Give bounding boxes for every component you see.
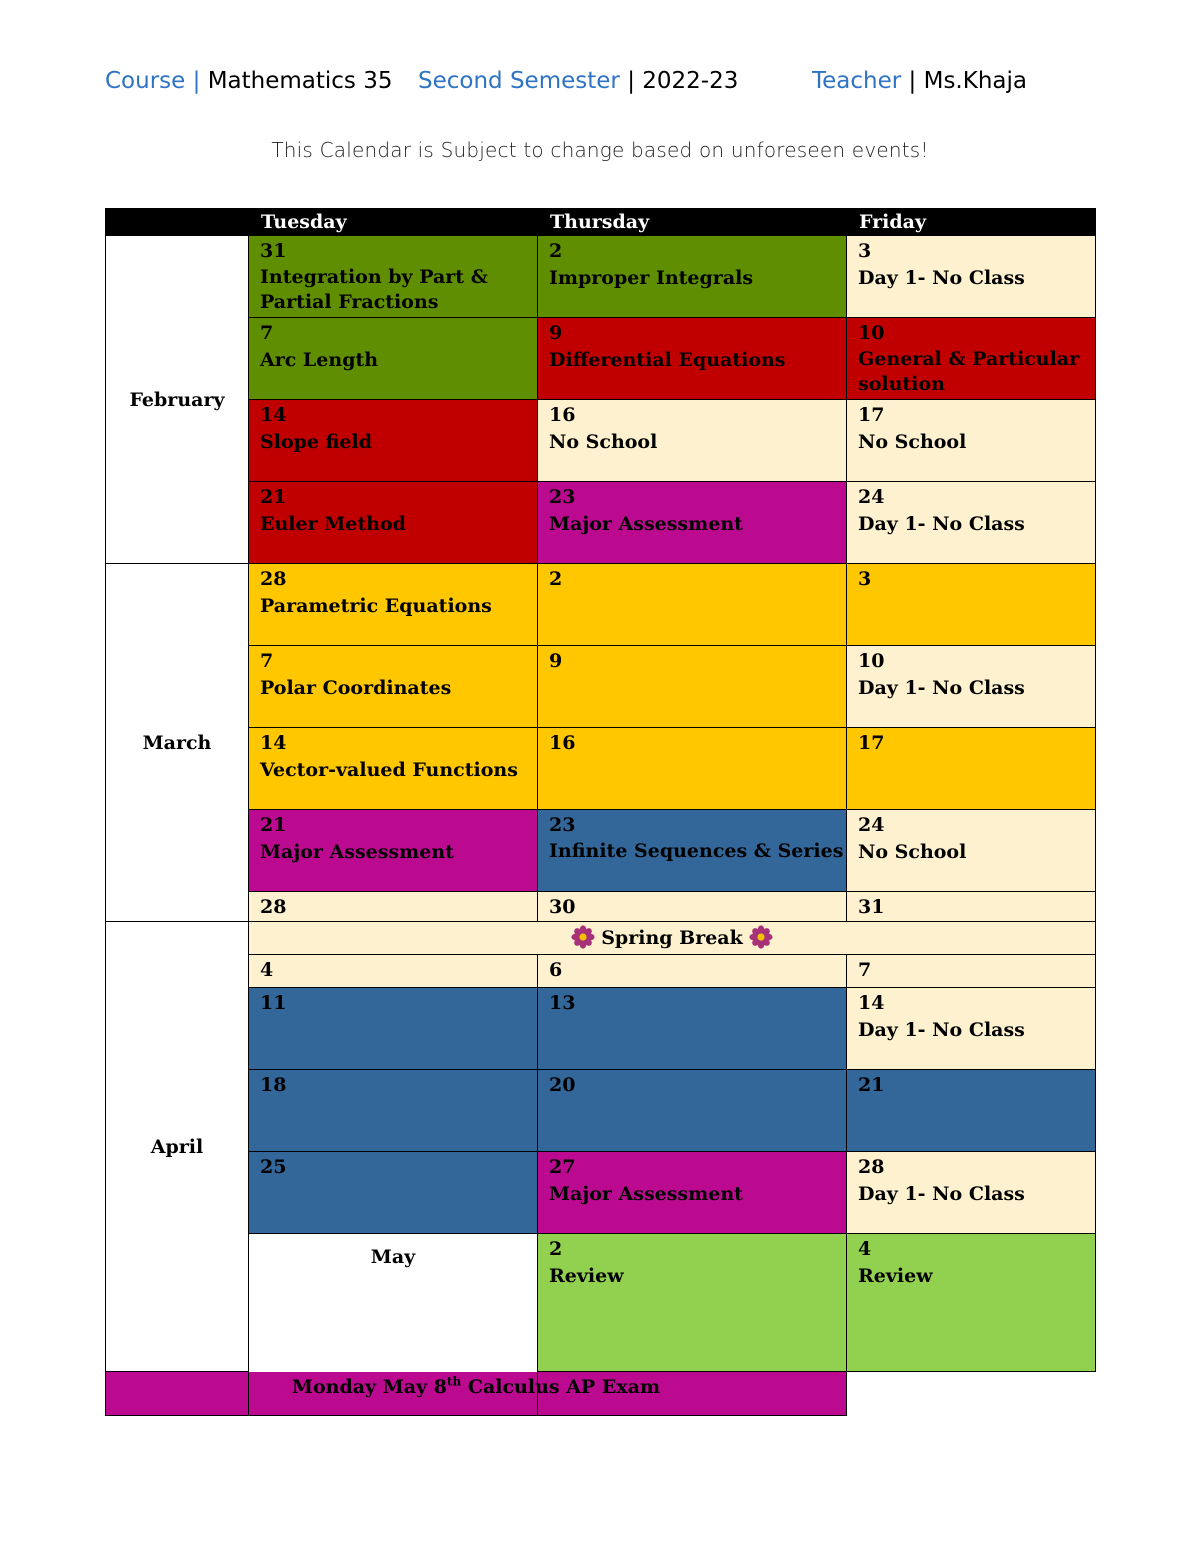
lesson-topic: Slope field	[260, 431, 373, 453]
day-cell-thursday	[538, 810, 847, 892]
lesson-topic: No School	[858, 431, 967, 453]
table-row	[106, 318, 1096, 400]
day-cell-tuesday	[249, 988, 538, 1070]
table-row	[106, 892, 1096, 922]
ap-exam-date-suffix: th	[446, 1374, 462, 1389]
table-row	[106, 564, 1096, 646]
day-number: 20	[549, 1074, 576, 1096]
lesson-topic: Polar Coordinates	[260, 677, 452, 699]
day-cell-tuesday	[249, 564, 538, 646]
day-cell-friday	[847, 564, 1096, 646]
day-number: 4	[858, 1238, 872, 1260]
day-cell-thursday	[847, 1234, 1096, 1372]
table-row	[106, 646, 1096, 728]
day-number: 18	[260, 1074, 287, 1096]
table-row	[106, 728, 1096, 810]
teacher-name: Ms.Khaja	[923, 68, 1027, 94]
header-friday: Friday	[847, 209, 1096, 236]
ap-exam-banner	[106, 1372, 847, 1416]
table-row	[106, 1070, 1096, 1152]
day-number: 25	[260, 1156, 287, 1178]
table-row	[106, 955, 1096, 988]
lesson-topic: Day 1- No Class	[858, 267, 1025, 289]
day-number: 13	[549, 992, 576, 1014]
lesson-topic: Improper Integrals	[549, 267, 754, 289]
day-number: 17	[858, 404, 885, 426]
lesson-topic: Major Assessment	[549, 1183, 743, 1205]
lesson-topic: Day 1- No Class	[858, 513, 1025, 535]
day-cell-thursday	[538, 482, 847, 564]
semester-label: Second Semester	[418, 68, 620, 94]
lesson-topic: General & Particular solution	[858, 348, 1080, 395]
semester-header	[418, 68, 738, 94]
day-cell-thursday	[538, 564, 847, 646]
lesson-topic: Vector-valued Functions	[260, 759, 518, 781]
day-cell-tuesday	[538, 1234, 847, 1372]
day-number: 28	[260, 896, 287, 918]
table-row	[106, 236, 1096, 318]
page-header	[0, 68, 1200, 108]
day-cell-tuesday	[249, 1070, 538, 1152]
lesson-topic: Integration by Part & Partial Fractions	[260, 266, 488, 313]
day-number: 2	[549, 1238, 563, 1260]
lesson-topic: Euler Method	[260, 513, 406, 535]
day-number: 11	[260, 992, 287, 1014]
day-cell-tuesday	[249, 1152, 538, 1234]
day-number: 23	[549, 486, 576, 508]
day-cell-friday	[847, 482, 1096, 564]
day-number: 7	[260, 322, 274, 344]
lesson-topic: No School	[549, 431, 658, 453]
day-cell-friday	[847, 988, 1096, 1070]
course-label: Course	[105, 68, 186, 94]
day-cell-thursday	[538, 892, 847, 922]
day-cell-tuesday	[249, 728, 538, 810]
day-number: 24	[858, 814, 885, 836]
header-tuesday: Tuesday	[249, 209, 538, 236]
lesson-topic: Parametric Equations	[260, 595, 492, 617]
day-number: 3	[858, 568, 872, 590]
spring-break-row	[106, 922, 1096, 955]
day-cell-friday	[847, 236, 1096, 318]
day-number: 17	[858, 732, 885, 754]
day-cell-friday	[847, 400, 1096, 482]
table-row	[106, 988, 1096, 1070]
spring-break-label: Spring Break	[601, 927, 743, 949]
lesson-topic: Arc Length	[260, 349, 379, 371]
teacher-header	[812, 68, 1027, 94]
day-cell-tuesday	[249, 955, 538, 988]
day-cell-thursday	[538, 988, 847, 1070]
month-label-april: April	[106, 922, 249, 1372]
semester-year: 2022-23	[642, 68, 739, 94]
day-cell-tuesday	[249, 318, 538, 400]
day-number: 7	[858, 959, 872, 981]
day-number: 3	[858, 240, 872, 262]
month-label-march: March	[106, 564, 249, 922]
day-number: 10	[858, 650, 885, 672]
ap-exam-date: Monday May 8	[291, 1376, 447, 1398]
flower-icon	[749, 925, 773, 949]
day-number: 2	[549, 568, 563, 590]
day-number: 9	[549, 322, 563, 344]
course-header	[105, 68, 393, 94]
day-number: 31	[260, 240, 287, 262]
calendar-header-row	[106, 209, 1096, 236]
day-number: 14	[260, 404, 287, 426]
day-number: 28	[260, 568, 287, 590]
flower-icon	[571, 925, 595, 949]
day-cell-friday	[847, 646, 1096, 728]
table-row	[106, 482, 1096, 564]
table-row	[106, 1234, 1096, 1372]
teacher-separator: |	[908, 68, 917, 94]
day-cell-tuesday	[249, 400, 538, 482]
day-cell-thursday	[538, 236, 847, 318]
lesson-topic: Review	[549, 1265, 624, 1287]
day-number: 24	[858, 486, 885, 508]
header-thursday: Thursday	[538, 209, 847, 236]
course-value: Mathematics 35	[207, 68, 393, 94]
ap-exam-row	[106, 1372, 1096, 1416]
day-number: 9	[549, 650, 563, 672]
day-number: 10	[858, 322, 885, 344]
day-cell-friday	[847, 728, 1096, 810]
day-cell-friday	[847, 1070, 1096, 1152]
day-number: 21	[260, 486, 287, 508]
day-cell-thursday	[538, 1152, 847, 1234]
semester-separator: |	[627, 68, 635, 94]
day-cell-friday	[847, 955, 1096, 988]
day-number: 31	[858, 896, 885, 918]
day-number: 14	[858, 992, 885, 1014]
header-month-col	[106, 209, 249, 236]
lesson-topic: Review	[858, 1265, 933, 1287]
day-cell-tuesday	[249, 810, 538, 892]
day-number: 4	[260, 959, 274, 981]
lesson-topic: Infinite Sequences & Series	[549, 840, 844, 862]
lesson-topic: Differential Equations	[549, 349, 786, 371]
day-cell-thursday	[538, 646, 847, 728]
day-cell-thursday	[538, 955, 847, 988]
lesson-topic: Day 1- No Class	[858, 677, 1025, 699]
day-number: 6	[549, 959, 563, 981]
day-cell-thursday	[538, 318, 847, 400]
month-label-february: February	[106, 236, 249, 564]
calendar-disclaimer: This Calendar is Subject to change based on unforeseen events!	[271, 138, 929, 162]
table-row	[106, 1152, 1096, 1234]
day-cell-thursday	[538, 400, 847, 482]
course-separator: |	[192, 68, 201, 94]
day-cell-tuesday	[249, 482, 538, 564]
day-number: 16	[549, 732, 576, 754]
teacher-label: Teacher	[812, 68, 902, 94]
day-cell-friday	[847, 892, 1096, 922]
ap-exam-title: Calculus AP Exam	[461, 1376, 661, 1398]
day-cell-friday	[847, 810, 1096, 892]
table-row	[106, 400, 1096, 482]
day-cell-tuesday	[249, 236, 538, 318]
day-number: 21	[260, 814, 287, 836]
table-row	[106, 810, 1096, 892]
day-cell-thursday	[538, 728, 847, 810]
day-number: 27	[549, 1156, 576, 1178]
lesson-topic: No School	[858, 841, 967, 863]
lesson-topic: Day 1- No Class	[858, 1019, 1025, 1041]
day-number: 23	[549, 814, 576, 836]
day-cell-tuesday	[249, 646, 538, 728]
day-number: 7	[260, 650, 274, 672]
lesson-topic: Day 1- No Class	[858, 1183, 1025, 1205]
day-number: 28	[858, 1156, 885, 1178]
day-cell-thursday	[538, 1070, 847, 1152]
lesson-topic: Major Assessment	[549, 513, 743, 535]
month-label-may: May	[249, 1234, 538, 1416]
day-cell-friday	[847, 318, 1096, 400]
day-number: 14	[260, 732, 287, 754]
day-number: 16	[549, 404, 576, 426]
day-number: 30	[549, 896, 576, 918]
day-cell-tuesday	[249, 892, 538, 922]
spring-break-banner	[249, 922, 1096, 955]
calendar-table	[105, 208, 1096, 1416]
day-number: 2	[549, 240, 563, 262]
day-cell-friday	[847, 1152, 1096, 1234]
day-number: 21	[858, 1074, 885, 1096]
lesson-topic: Major Assessment	[260, 841, 454, 863]
